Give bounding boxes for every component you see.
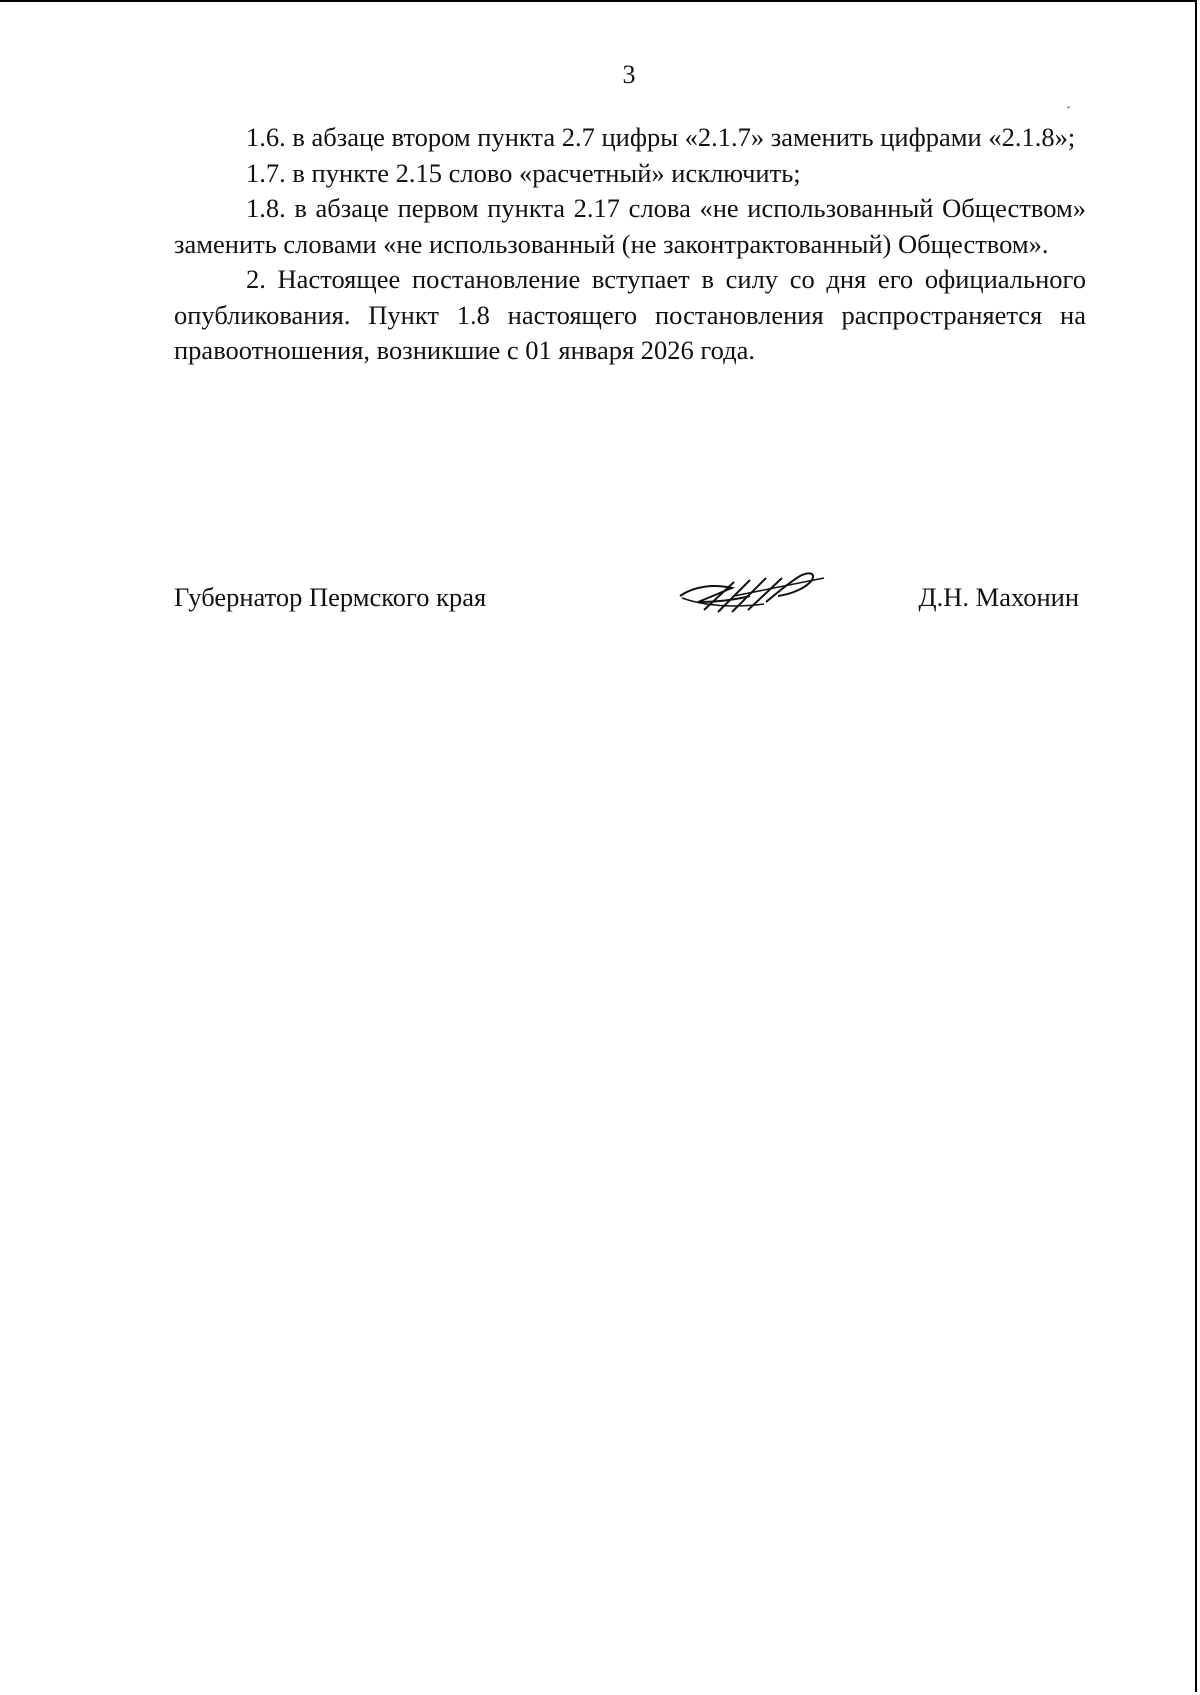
paragraph-1-8: 1.8. в абзаце первом пункта 2.17 слова «не использованный Обществом» заменить словами «не использованный (не законтрактованный) Обществом». [174,193,1086,259]
signature-image [674,562,834,626]
signature-block [174,582,1086,632]
page-number: 3 [622,60,636,89]
paragraph-1-7: 1.7. в пункте 2.15 слово «расчетный» исключить; [246,157,801,188]
paragraph-1-6: 1.6. в абзаце втором пункта 2.7 цифры «2.1.7» заменить цифрами «2.1.8»; [246,122,1076,152]
signer-title: Губернатор Пермского края [174,582,487,612]
signer-name: Д.Н. Махонин [918,582,1079,612]
paragraph-2: 2. Настоящее постановление вступает в силу со дня его официального опубликования. Пункт 1.8 настоящего постановления распространяется на правоотношения, возникшие с 01 января 2026 года. [174,264,1086,365]
document-body [174,120,1086,369]
scan-mark: ´ [1066,105,1071,120]
